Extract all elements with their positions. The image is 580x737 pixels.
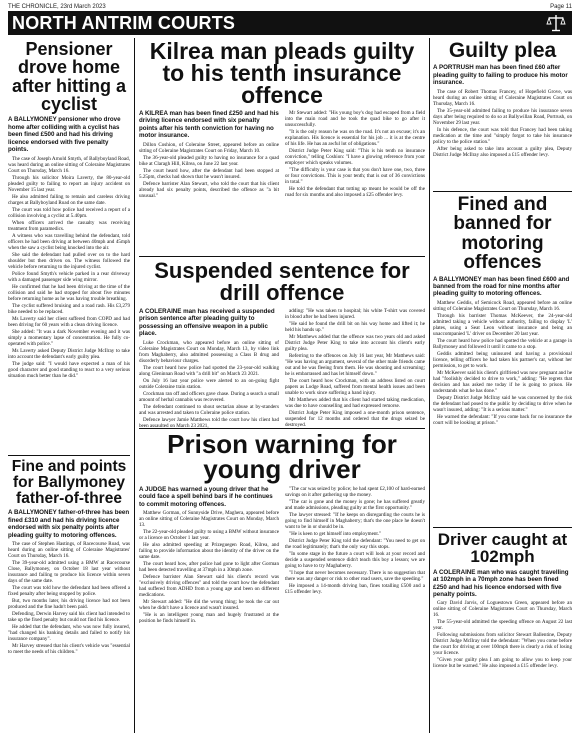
article-prison-warning	[139, 429, 425, 732]
paragraph: Matthew Geddis, of Semicock Road, appeared before an online sitting of Coleraine Magistrates Court on Thursday, March 16.	[433, 299, 572, 312]
article-body-right	[285, 486, 425, 625]
paragraph: The case of Joseph Arnold Smyth, of Ballyboyland Road, was heard during an online sitting of Coleraine Magistrates Court on Thursday, March 16.	[8, 155, 130, 174]
divider	[429, 38, 430, 733]
paragraph: Referring to the offences on July 16 last year, Mr Matthews said: "He was having an argument, several of the other male friends came out and he was fleeing from them. He was shouting and screaming; he is embarrassed and has let himself down."	[285, 353, 425, 377]
section-banner	[8, 11, 572, 35]
paragraph: "The difficulty is your case is that you don't have one, two, three or four convictions. This is your tenth; that is out of 36 convictions in total."	[285, 167, 425, 185]
paragraph: Ms Laverty said her client suffered from COPD and had been driving for 60 years with a clean driving licence.	[8, 315, 130, 328]
article-body-right	[285, 110, 425, 200]
paragraph: "In some stage in the future a court will look at your record and decide a suspended sentence didn't teach this boy a lesson; we are going to have to try Maghaberry.	[285, 551, 425, 569]
paragraph: The court heard how, after police had gone to light after Gorman had been detected travelling at 37mph in a 30mph zone.	[139, 561, 279, 574]
paragraph: Ms Laverty asked Deputy District Judge McIlray to take into account the defendant's early guilty plea.	[8, 347, 130, 360]
paragraph: On July 16 last year police were alerted to an on-going fight outside Coleraine train station.	[139, 377, 279, 390]
paragraph: The court heard how Crockman, with an address listed on court papers as Lodge Road, suffered from mental health issues and been unable to work since suffering a hand injury.	[285, 378, 425, 396]
paragraph: Defence lawyer Jamie Matthews told the court how his client had been assaulted on March 23 2021,	[139, 416, 279, 429]
paragraph: The case of Robert Thomas Francey, of Hopefield Grove, was heard during an online sitting of Coleraine Magistrates Court on Thursday, March 16.	[433, 88, 572, 107]
paper-date: THE CHRONICLE, 23rd March 2023	[8, 4, 106, 10]
paragraph: He also admitted speeding at Prizeguegen Road, Kilrea, and failing to provide information about the identity of the driver on the same date.	[139, 542, 279, 561]
paragraph: Matthew Gorman, of Sunnyside Drive, Maghera, appeared before an online sitting of Coleraine Magistrates Court on Monday, March 13.	[139, 510, 279, 529]
paragraph: "I hope that never becomes necessary. There is no suggestion that there was any danger or risk to other road users, save the speeding."	[285, 570, 425, 582]
article-kilrea	[139, 40, 425, 252]
paragraph: The judge said: "I would have expected a man of his good character and good standing to react to a very serious situation much better than he did."	[8, 360, 130, 379]
divider	[433, 191, 572, 192]
paragraph: The cyclist suffered bruising and a road rash. His £3,279 bike needed to be replaced.	[8, 302, 130, 315]
paragraph: The lawyer stressed: "If he keeps on disregarding the courts he is going to find himself in Maghaberry; that's the one place he doesn't want to be in or should be in.	[285, 512, 425, 530]
paragraph: Mr Matthews added that the offence was two years old and asked District Judge Peter King to take into account his client's early guilty plea.	[285, 334, 425, 352]
headline: Kilrea man pleads guilty to his tenth insurance offence	[149, 38, 415, 108]
article-body-left	[139, 510, 279, 624]
paragraph: Mr Stewart added: "He did the wrong thing; he took the car out when he didn't have a licence and wasn't insured.	[139, 599, 279, 612]
article-body-left	[139, 142, 279, 199]
paragraph: The 55-year-old admitted the speeding offence on August 22 last year.	[433, 619, 572, 632]
paragraph: Defence barrister Alan Stewart said his client's record was "exclusively driving offences" and told the court how the defendant had suffered from ADHD from a young age and been on different medications.	[139, 574, 279, 599]
paragraph: Following submissions from solicitor Stewart Ballentine, Deputy District Judge McIlray told the defendant: "When you come before the court for driving at over 100mph there is clearly a risk of losing your licence.	[433, 632, 572, 657]
paragraph: The 36-year-old pleaded guilty to having no insurance for a quad bike at Claragh Hill, Kilrea, on June 22 last year.	[139, 154, 279, 167]
paragraph: District Judge Peter King imposed a one-month prison sentence, suspended for 12 months and ordered that the drugs seized be destroyed.	[285, 410, 425, 428]
paragraph: Mr Matthews added that his client had started taking medication, was due to have counselling and had expressed remorse.	[285, 397, 425, 409]
paragraph: When officers arrived the casualty was receiving treatment from paramedics.	[8, 219, 130, 232]
standfirst: A PORTRUSH man has been fined £60 after pleading guilty to failing to produce his motor insurance.	[433, 64, 568, 87]
standfirst: A BALLYMONEY man has been fined £600 and banned from the road for nine months after pleading guilty to motoring offences.	[433, 275, 570, 298]
paragraph: The defendant continued to shout sectarian abuse at by-standers and was arrested and taken to Coleraine police station.	[139, 403, 279, 416]
paragraph: The court heard how police had spotted the 23-year-old walking along Gleninnan Road with "a drill bit" on March 23 2021.	[139, 364, 279, 377]
paragraph: "The car was seized by police; he had spent £2,100 of hard-earned savings on it after gathering up the money.	[285, 486, 425, 498]
paragraph: He told the defendant that totting up meant he would be off the road for six months and also imposed a £25 offender levy.	[285, 186, 425, 198]
headline: Fine and points for Ballymoney father-of-three	[11, 458, 127, 507]
paragraph: adding: "He was taken to hospital; his white T-shirt was covered in blood after he had been injured.	[285, 308, 425, 320]
article-body	[433, 89, 572, 158]
paragraph: The court was told how police had received a report of a collision involving a cyclist at 5.40pm.	[8, 206, 130, 219]
paragraph: District Judge Peter King told the defendant: "You need to get on the road legitimately; that's the only way this stops.	[285, 538, 425, 550]
paragraph: The 22-year-old pleaded guilty to using a BMW without insurance or a licence on October 1 last year.	[139, 529, 279, 542]
paragraph: Mr McKeever said his client's girlfriend was now pregnant and he had "foolishly decided to drive to work," adding: "He regrets that decision and has asked me today if he is going to prison. He understands what he has done."	[433, 369, 572, 394]
paragraph: "He is an intelligent young man and hugely frustrated at the position he finds himself in.	[139, 612, 279, 625]
paragraph: Dillon Coshion, of Coleraine Street, appeared before an online sitting of Coleraine Magistrates Court on Friday, March 10.	[139, 141, 279, 154]
article-body	[8, 541, 130, 655]
paragraph: The court heard how, after the defendant had been stopped at 5.25pm, checks had shown that he wasn't insured.	[139, 167, 279, 180]
paragraph: A witness who was travelling behind the defendant, told officers he had been driving at between 40mph and 45mph when the saw a cyclist being knocked into the air.	[8, 232, 130, 251]
headline: Guilty plea	[448, 39, 557, 62]
page-number: Page 11	[550, 4, 572, 10]
paragraph: Crockman ran off and officers gave chase. During a search a small amount of herbal cannabis was recovered.	[139, 390, 279, 403]
paragraph: But, two months later, his driving licence had not been produced and the fine hadn't been paid.	[8, 598, 130, 611]
paragraph: The court was told how the defendant had been offered a fixed penalty after being stopped by police.	[8, 585, 130, 598]
paragraph: "He is keen to get himself into employment."	[289, 531, 382, 537]
paragraph: "Given your guilty plea I am going to allow you to keep your licence but be warned." He also imposed a £15 offender levy.	[433, 657, 572, 670]
paragraph: District Judge Peter King said: "This is his tenth no insurance conviction," telling Coshion: "I have a glowing reference from your employer which speaks volumes.	[285, 148, 425, 166]
paragraph: Defending, Derwin Harvey said his client had intended to take up the fixed penalty but could not find his licence.	[8, 611, 130, 624]
paragraph: He warned the defendant: "If you come back for no insurance the court will be looking at prison."	[433, 413, 572, 426]
divider	[134, 38, 135, 733]
standfirst: A COLERAINE man who was caught travelling at 102mph in a 70mph zone has been fined £250 and had his licence endorsed with five penalty points.	[433, 568, 569, 598]
divider	[139, 256, 425, 257]
paragraph: The court heard how police had spotted the vehicle at a garage in Ballymoney and followed it until it came to a stop.	[433, 337, 572, 350]
article-guilty-plea	[433, 40, 572, 188]
paragraph: Luke Crockman, who appeared before an online sitting of Coleraine Magistrates Court on Monday, March 13, by video link from Maghaberry, also admitted possessing a Class B drug and disorderly behaviour charges.	[139, 339, 279, 364]
paragraph: "He said he found the drill bit on his way home and lifted it; he held his hands up."	[285, 321, 425, 333]
paragraph: She said the defendant had pulled over on to the hard shoulder but then driven on. The witness followed the vehicle before returning to the injured cyclist.	[8, 251, 130, 270]
paragraph: The case of Stephen Hastings, of Racecourse Road, was heard during an online sitting of Coleraine Magistrates' Court on Thursday, March 16.	[8, 541, 130, 560]
standfirst: A BALLYMONEY father-of-three has been fined £310 and had his driving licence endorsed with six penalty points after pleading guilty to motoring offences.	[8, 509, 130, 539]
paragraph: Through his solicitor Moira Laverty, the 80-year-old pleaded guilty to failing to report an injury accident on November 15 last year.	[8, 174, 130, 193]
article-father-of-three	[8, 459, 130, 731]
article-body	[433, 300, 572, 426]
article-pensioner	[8, 40, 130, 452]
paragraph: She added: "It was a dark November evening and it was simply a momentary lapse of concentration. He fully co-operated with police."	[8, 328, 130, 347]
paragraph: "The car is gone and the money is gone; he has suffered greatly and made admissions, pleading guilty at the first opportunity."	[285, 499, 425, 511]
article-body	[8, 156, 130, 379]
paragraph: He imposed a 14-month driving ban, fines totalling £500 and a £15 offender levy.	[285, 583, 425, 595]
paragraph: After being asked to take into account a guilty plea, Deputy District Judge McIlray also imposed a £15 offender levy.	[433, 145, 572, 158]
paragraph: Through his barrister Thomas McKeever, the 24-year-old admitted taking a vehicle without authority, failing to display 'L' plates, using a Seat Leon without insurance and being an unaccompanied 'L' driver on December 20 last year.	[433, 312, 572, 337]
paragraph: Police found Smyth's vehicle parked in a rear driveway with a damaged passenger side wing mirror.	[8, 270, 130, 283]
article-driver-caught	[433, 531, 572, 732]
standfirst: A KILREA man has been fined £250 and had his driving licence endorsed with six penalty points after his tenth conviction for having no motor insurance.	[139, 110, 279, 140]
article-body-left	[139, 340, 279, 429]
standfirst: A JUDGE has warned a young driver that he could face a spell behind bars if he continues to commit motoring offences.	[139, 486, 273, 508]
standfirst: A BALLYMONEY pensioner who drove home after colliding with a cyclist has been fined £500 and had his driving licence endorsed with five penalty points.	[8, 116, 121, 154]
paragraph: The 35-year-old admitted failing to produce his insurance seven days after being required to do so at Ballywillan Road, Portrush, on November 29 last year.	[433, 107, 572, 126]
paragraph: Geddis admitted being uninsured and having a provisional licence, telling officers he had taken his partner's car, without her permission, to get to work.	[433, 350, 572, 369]
headline: Prison warning for young driver	[167, 429, 397, 484]
divider	[8, 455, 130, 456]
paragraph: Deputy District Judge McIlray said he was concerned by the risk the defendant had posed to the public by deciding to drive when he wasn't insured, adding: "It is a serious matter."	[433, 394, 572, 413]
paragraph: In his defence, the court was told that Francey had been taking medication at the time and "simply forgot to take his insurance policy to the police station."	[433, 126, 572, 145]
headline: Driver caught at 102mph	[437, 530, 568, 567]
paragraph: Gary David Jarvis, of Loguestown Green, appeared before an online sitting of Coleraine Magistrates Court on Thursday, March 16.	[433, 600, 572, 619]
section-title: NORTH ANTRIM COURTS	[12, 13, 236, 33]
headline: Fined and banned for motoring offences	[453, 194, 552, 274]
article-fined-and-banned	[433, 195, 572, 525]
paragraph: He confirmed that he had been driving at the time of the collision and said he had stopped for about five minutes before returning home as he was having trouble breathing.	[8, 283, 130, 302]
article-suspended-sentence	[139, 258, 425, 429]
scales-of-justice-icon	[546, 14, 566, 32]
paragraph: Mr Harvey stressed that his client's vehicle was "essential to meet the needs of his children."	[8, 643, 130, 656]
article-body-right	[285, 308, 425, 430]
divider	[433, 527, 572, 528]
standfirst: A COLERAINE man has received a suspended prison sentence after pleading guilty to possessing an offensive weapon in a public place.	[139, 308, 275, 338]
paragraph: Defence barrister Alan Stewart, who told the court that his client already had six penalty points, described the offence as "a bit unusual."	[139, 180, 279, 199]
paragraph: He also admitted failing to remain and careless driving charges at Ballyboyland Road on the same date.	[8, 193, 130, 206]
headline: Pensioner drove home after hitting a cyclist	[11, 39, 126, 115]
paragraph: Mr Stewart added: "His young boy's dog had escaped from a field into the main road and he took the quad bike to go after it unsuccessfully.	[285, 110, 425, 128]
headline: Suspended sentence for drill offence	[154, 258, 410, 305]
paragraph: He added that the defendant, who was now fully insured, "had changed his banking details and failed to notify his insurance company".	[8, 624, 130, 643]
paragraph: "It is the only reason he was on the road. It's not an excuse; it's an explanation. His licence is essential for his job ... it is at the centre of his life. He has an awful lot of obligations."	[285, 129, 425, 147]
article-body	[433, 600, 572, 669]
paragraph: The 39-year-old admitted using a BMW at Racecourse Close, Ballymoney, on October 18 last year without insurance and failing to produce his licence within seven days of the same date.	[8, 560, 130, 585]
